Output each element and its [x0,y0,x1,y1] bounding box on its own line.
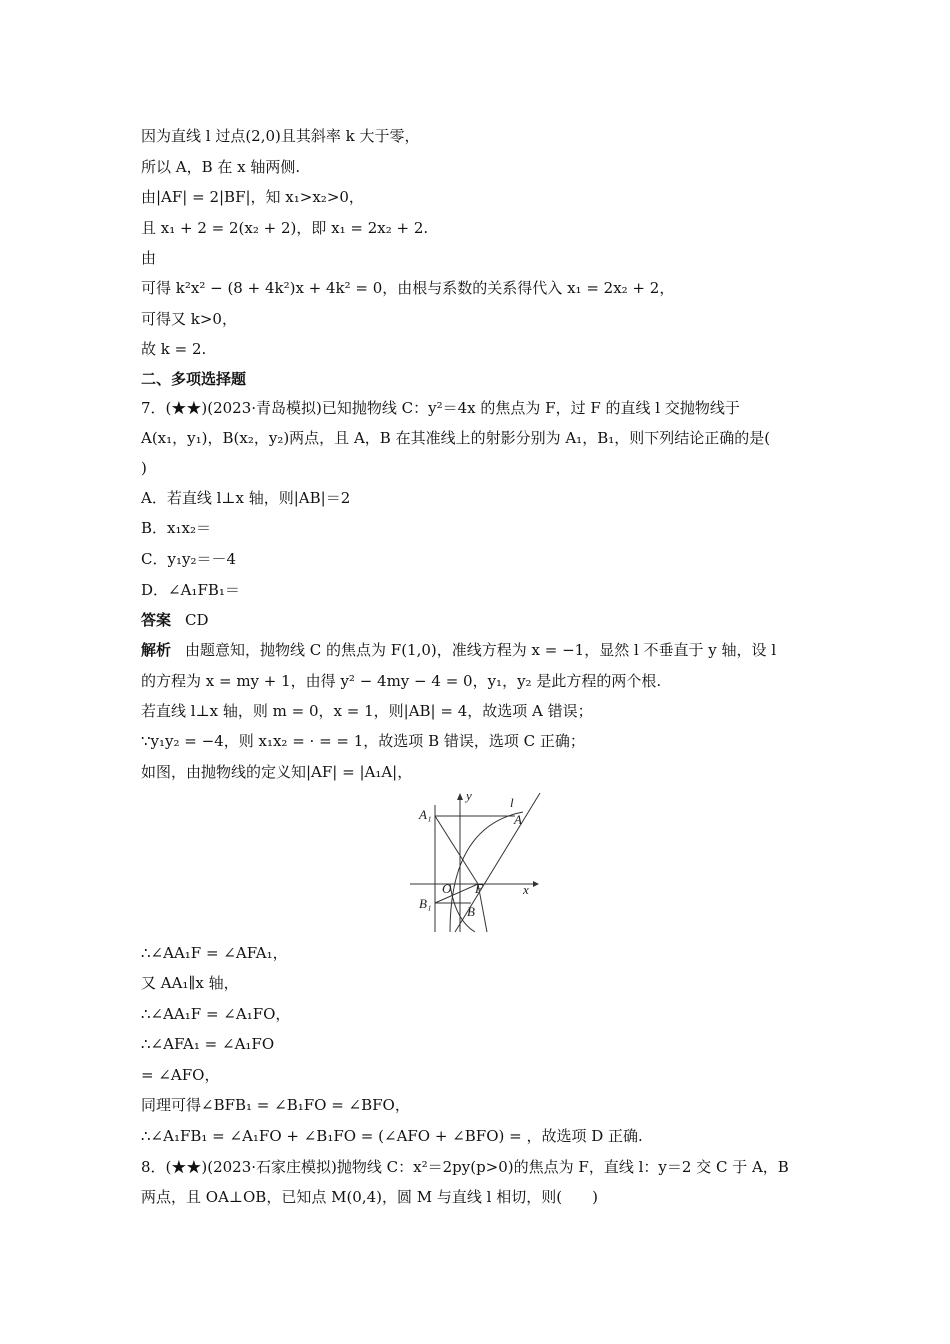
point-b-label: B [467,904,475,919]
text-line: 由|AF| = 2|BF|，知 x₁>x₂>0， [141,188,364,206]
focus-label: F [475,881,483,896]
proof-line: ∴∠AA₁F = ∠AFA₁， [141,944,288,962]
question-8-stem-line: 两点，且 OA⊥OB，已知点 M(0,4)，圆 M 与直线 l 相切，则( ) [141,1188,598,1206]
y-axis-label: y [466,790,472,803]
analysis-line: 若直线 l⊥x 轴，则 m = 0，x = 1，则|AB| = 4，故选项 A 错误； [141,702,593,720]
x-axis-arrow-icon [533,881,539,887]
segment-a1-f [435,816,478,884]
origin-label: O [442,881,452,896]
proof-line: 同理可得∠BFB₁ = ∠B₁FO = ∠BFO， [141,1096,410,1114]
parabola-figure [405,790,545,935]
point-a-label: A [514,812,522,827]
option-b: B．x₁x₂＝ [141,519,211,537]
line-l-label: l [510,795,514,810]
proof-line: = ∠AFO， [141,1066,220,1084]
point-a1-label: A₁ [419,807,432,822]
analysis-line: 的方程为 x = my + 1，由得 y² − 4my − 4 = 0，y₁，y₂ 是此方程的两个根. [141,672,662,690]
x-axis-label: x [523,882,529,897]
analysis-label: 解析 [141,641,172,659]
question-7-stem-line: ) [141,459,147,477]
text-line: 因为直线 l 过点(2,0)且其斜率 k 大于零， [141,127,420,145]
text-line: 可得 k²x² − (8 + 4k²)x + 4k² = 0，由根与系数的关系得代入 x₁ = 2x₂ + 2， [141,279,675,297]
point-b1-label: B₁ [419,896,432,911]
answer-value: CD [185,611,209,629]
proof-line: ∴∠A₁FB₁ = ∠A₁FO + ∠B₁FO = (∠AFO + ∠BFO) = ，故选项 D 正确. [141,1127,643,1145]
text-line: 所以 A，B 在 x 轴两侧. [141,158,301,176]
text-line: 由 [141,249,157,267]
analysis-line: 如图，由抛物线的定义知|AF| = |A₁A|， [141,763,413,781]
analysis-line: ∵y₁y₂ = −4，则 x₁x₂ = · = = 1，故选项 B 错误，选项 C 正确； [141,732,585,750]
question-7-stem-line: A(x₁，y₁)，B(x₂，y₂)两点，且 A，B 在其准线上的射影分别为 A₁，B₁，则下列结论正确的是( [141,429,771,447]
analysis-text: 由题意知，抛物线 C 的焦点为 F(1,0)，准线方程为 x = −1，显然 l 不垂直于 y 轴，设 l [185,641,777,659]
y-axis-arrow-icon [457,793,463,800]
text-line: 故 k = 2. [141,340,207,358]
option-d: D．∠A₁FB₁＝ [141,581,240,599]
section-heading: 二、多项选择题 [141,370,247,388]
option-a: A．若直线 l⊥x 轴，则|AB|＝2 [141,489,351,507]
parabola-upper-curve [450,812,523,932]
proof-line: 又 AA₁∥x 轴， [141,974,239,992]
question-8-stem-line: 8．(★★)(2023·石家庄模拟)抛物线 C：x²＝2py(p>0)的焦点为 F，直线 l：y＝2 交 C 于 A，B [141,1158,789,1176]
text-line: 且 x₁ + 2 = 2(x₂ + 2)，即 x₁ = 2x₂ + 2. [141,219,429,237]
answer-line [141,610,821,630]
question-7-stem-line: 7．(★★)(2023·青岛模拟)已知抛物线 C：y²＝4x 的焦点为 F，过 F 的直线 l 交抛物线于 [141,399,740,417]
analysis-line [141,640,821,660]
answer-label: 答案 [141,611,172,629]
text-line: 可得又 k>0， [141,310,237,328]
proof-line: ∴∠AA₁F = ∠A₁FO， [141,1005,291,1023]
option-c: C．y₁y₂＝－4 [141,550,236,568]
proof-line: ∴∠AFA₁ = ∠A₁FO [141,1035,275,1053]
